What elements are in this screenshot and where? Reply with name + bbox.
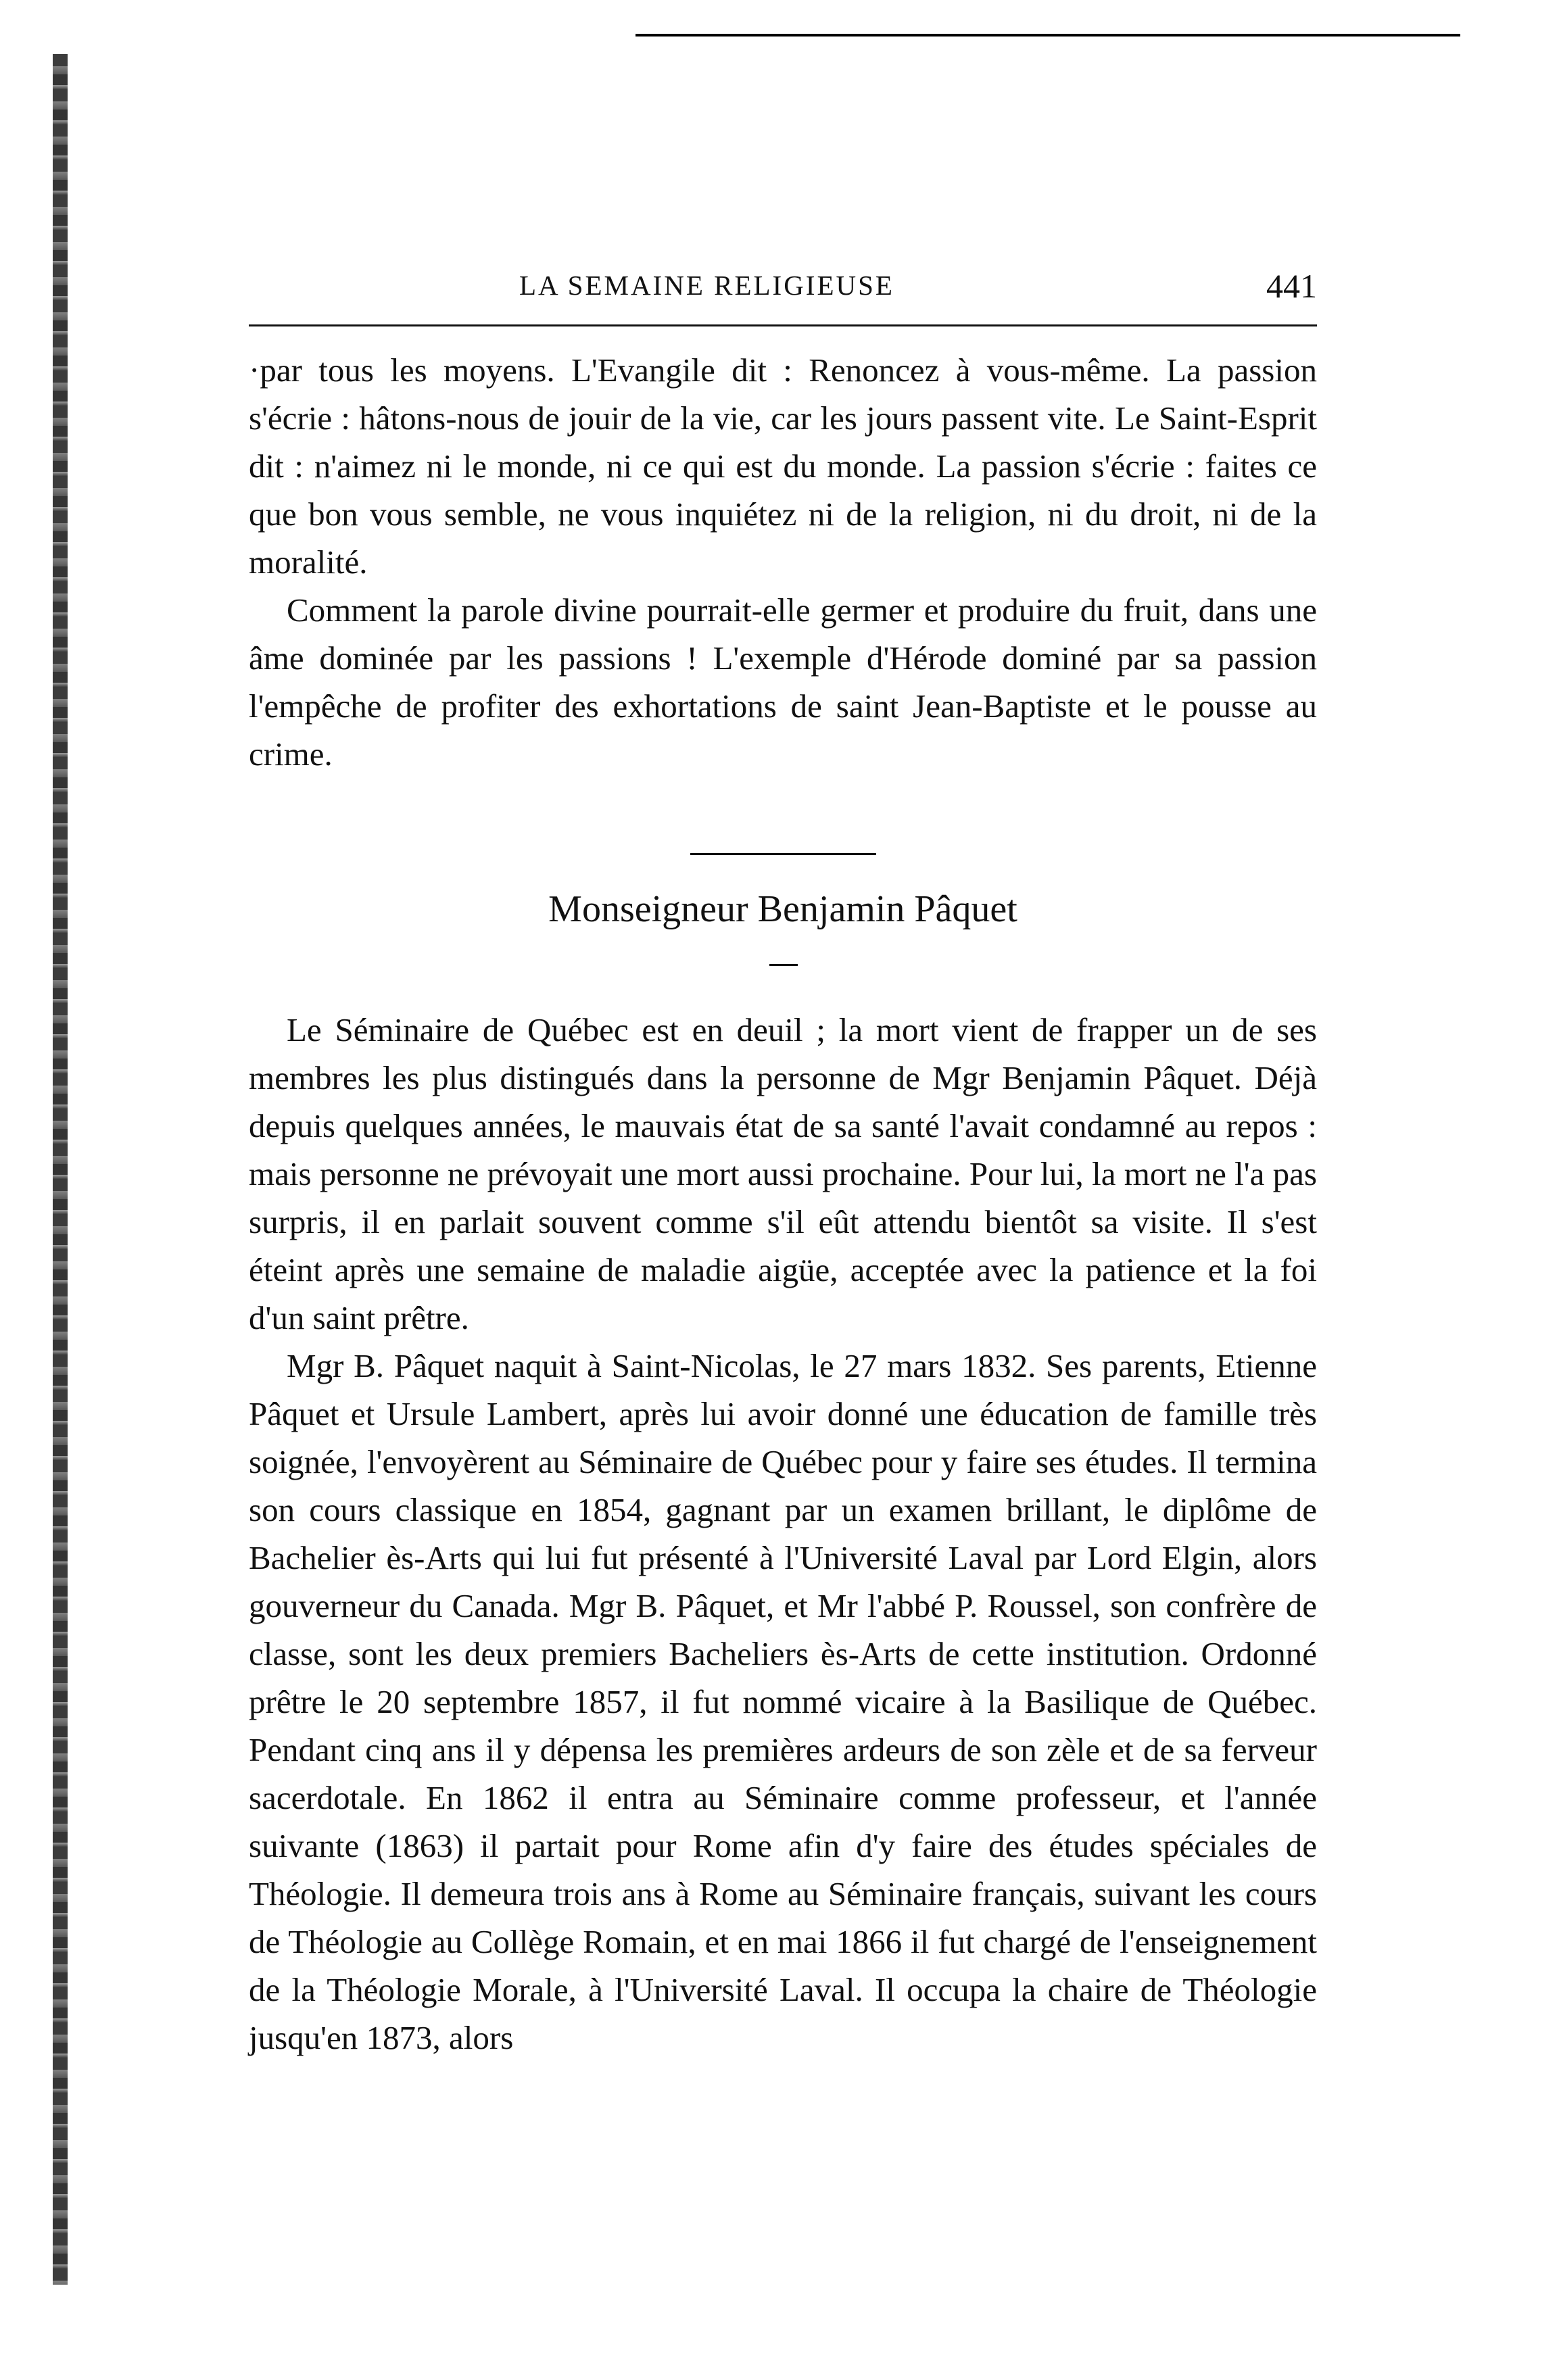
scan-edge-left bbox=[53, 54, 68, 2285]
page-number: 441 bbox=[1266, 267, 1317, 305]
running-head bbox=[249, 269, 1317, 310]
paragraph: Mgr B. Pâquet naquit à Saint-Nicolas, le 27 mars 1832. Ses parents, Etienne Pâquet et Ursule Lambert, après lui avoir donné une éducation de famille très soignée, l'envoyèrent au Séminaire de Québec pour y faire ses études. Il termina son cours classique en 1854, gagnant par un examen brillant, le diplôme de Bachelier ès-Arts qui lui fut présenté à l'Université Laval par Lord Elgin, alors gouverneur du Canada. Mgr B. Pâquet, et Mr l'abbé P. Roussel, son confrère de classe, sont les deux premiers Bacheliers ès-Arts de cette institution. Ordonné prêtre le 20 septembre 1857, il fut nommé vicaire à la Basilique de Québec. Pendant cinq ans il y dépensa les premières ardeurs de son zèle et de sa ferveur sacerdotale. En 1862 il entra au Séminaire comme professeur, et l'année suivante (1863) il partait pour Rome afin d'y faire des études spéciales de Théologie. Il demeura trois ans à Rome au Séminaire français, suivant les cours de Théologie au Collège Romain, et en mai 1866 il fut chargé de l'enseignement de la Théologie Morale, à l'Université Laval. Il occupa la chaire de Théologie jusqu'en 1873, alors bbox=[249, 1347, 1317, 2056]
paragraph: ·par tous les moyens. L'Evangile dit : Renoncez à vous-même. La passion s'écrie : hâtons-nous de jouir de la vie, car les jours passent vite. Le Saint-Esprit dit : n'aimez ni le monde, ni ce qui est du monde. La passion s'écrie : faites ce que bon vous semble, ne vous inquiétez ni de la religion, ni du droit, ni de la moralité. bbox=[249, 351, 1317, 581]
section-one-text bbox=[249, 346, 1317, 778]
section-divider bbox=[690, 853, 876, 855]
article-title: Monseigneur Benjamin Pâquet bbox=[548, 888, 1017, 930]
scan-edge-top bbox=[635, 34, 1460, 37]
article-body bbox=[249, 1006, 1317, 2062]
header-rule bbox=[249, 324, 1317, 326]
running-title: LA SEMAINE RELIGIEUSE bbox=[519, 270, 894, 301]
paragraph: Le Séminaire de Québec est en deuil ; la mort vient de frapper un de ses membres les plus distingués dans la personne de Mgr Benjamin Pâquet. Déjà depuis quelques années, le mauvais état de sa santé l'avait condamné au repos : mais personne ne prévoyait une mort aussi prochaine. Pour lui, la mort ne l'a pas surpris, il en parlait souvent comme s'il eût attendu bientôt sa visite. Il s'est éteint après une semaine de maladie aigüe, acceptée avec la patience et la foi d'un saint prêtre. bbox=[249, 1011, 1317, 1336]
title-dash bbox=[769, 964, 798, 966]
paragraph: Comment la parole divine pourrait-elle germer et produire du fruit, dans une âme dominée par les passions ! L'exemple d'Hérode dominé par sa passion l'empêche de profiter des exhortations de saint Jean-Baptiste et le pousse au crime. bbox=[249, 591, 1317, 773]
